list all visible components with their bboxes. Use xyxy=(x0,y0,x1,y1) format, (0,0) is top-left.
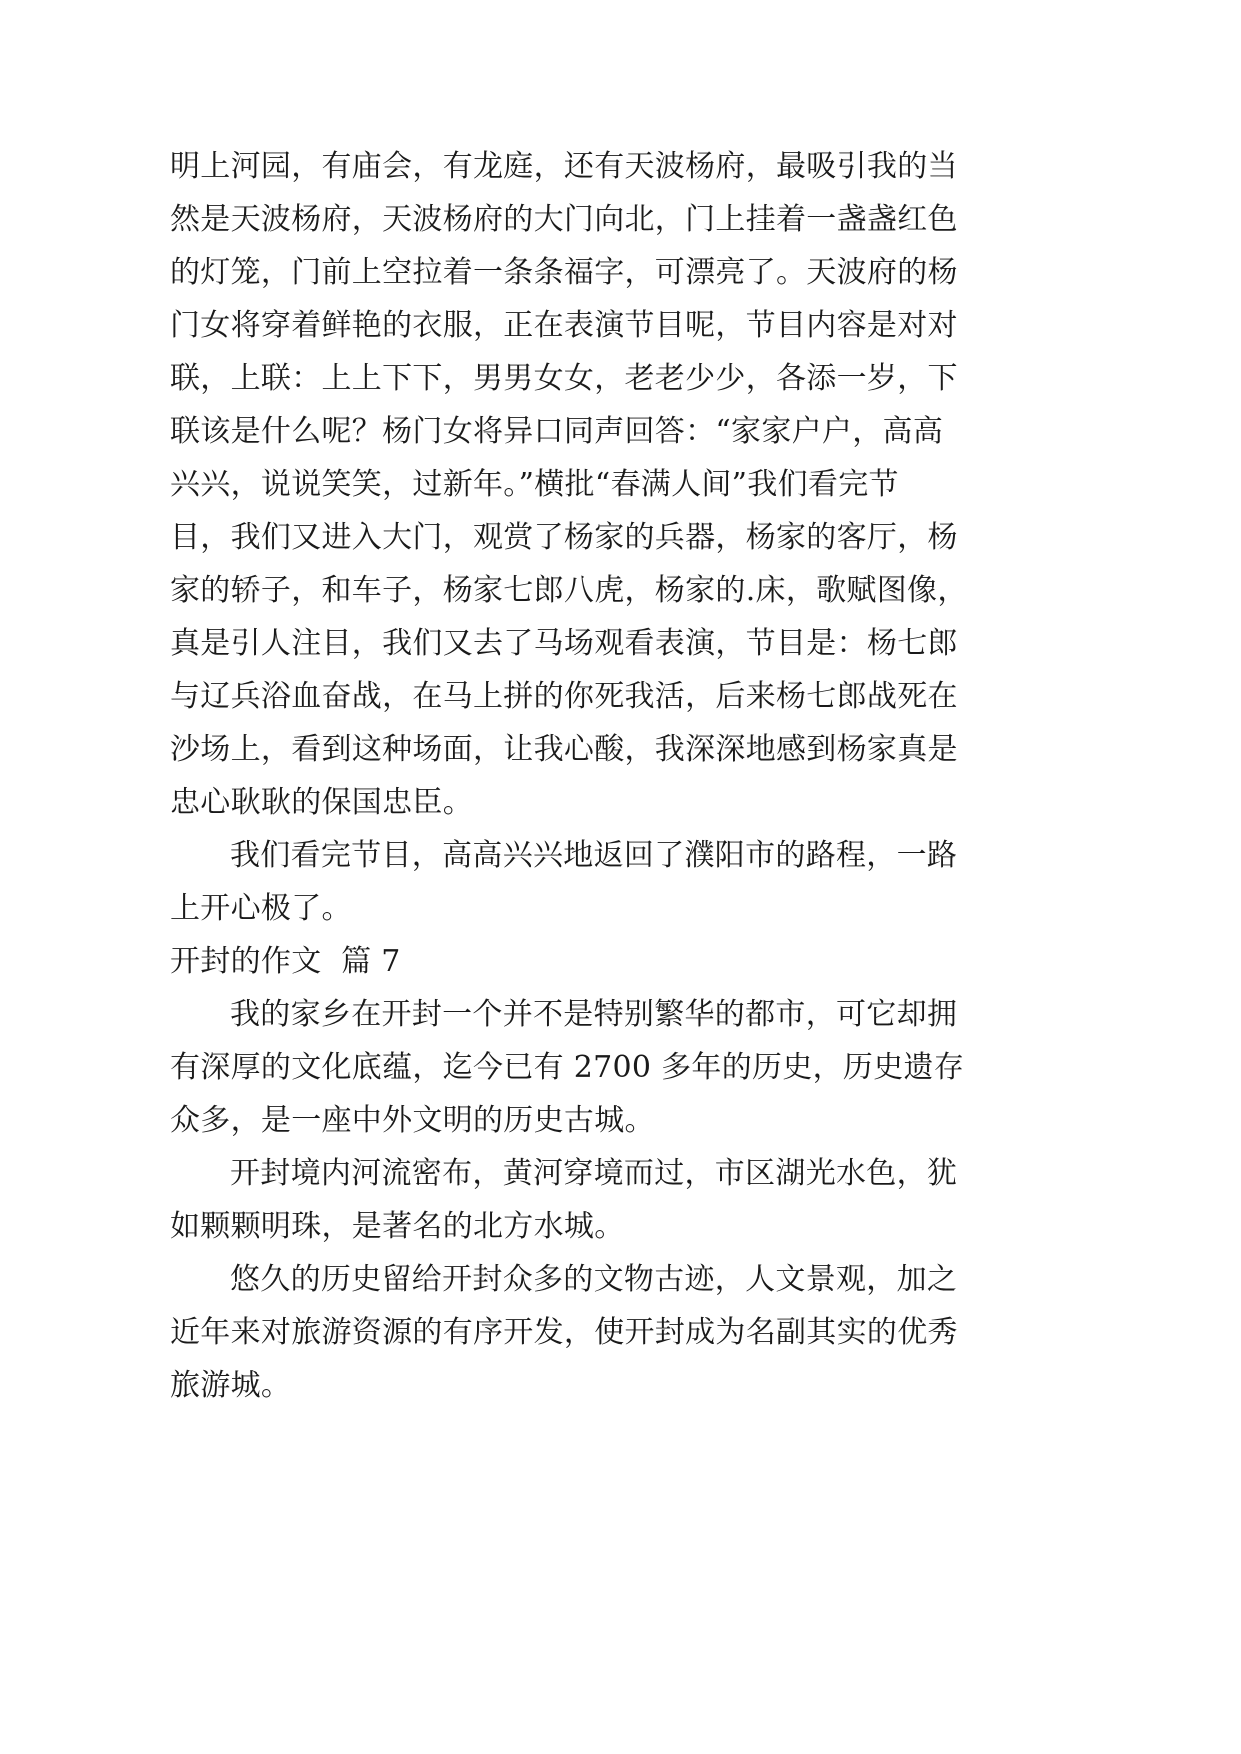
paragraph-line: 上开心极了。 xyxy=(170,891,352,926)
paragraph-line: 沙场上，看到这种场面，让我心酸，我深深地感到杨家真是 xyxy=(170,732,958,767)
paragraph-line: 如颗颗明珠，是著名的北方水城。 xyxy=(170,1209,625,1244)
paragraph-line: 家的轿子，和车子，杨家七郎八虎，杨家的.床，歌赋图像， xyxy=(170,573,968,608)
paragraph-line: 兴兴，说说笑笑，过新年。”横批“春满人间”我们看完节 xyxy=(170,467,899,502)
paragraph-line: 我的家乡在开封一个并不是特别繁华的都市，可它却拥 xyxy=(230,997,958,1032)
paragraph-line: 开封境内河流密布，黄河穿境而过，市区湖光水色，犹 xyxy=(230,1156,958,1191)
paragraph-line: 明上河园，有庙会，有龙庭，还有天波杨府，最吸引我的当 xyxy=(170,149,958,184)
paragraph-line: 近年来对旅游资源的有序开发，使开封成为名副其实的优秀 xyxy=(170,1315,958,1350)
paragraph-line: 悠久的历史留给开封众多的文物古迹，人文景观，加之 xyxy=(230,1262,958,1297)
paragraph-line: 的灯笼，门前上空拉着一条条福字，可漂亮了。天波府的杨 xyxy=(170,255,958,290)
paragraph-line: 真是引人注目，我们又去了马场观看表演，节目是：杨七郎 xyxy=(170,626,958,661)
paragraph-line: 我们看完节目，高高兴兴地返回了濮阳市的路程，一路 xyxy=(230,838,958,873)
paragraph-line: 联，上联：上上下下，男男女女，老老少少，各添一岁，下 xyxy=(170,361,958,396)
paragraph-line: 联该是什么呢？杨门女将异口同声回答：“家家户户，高高 xyxy=(170,414,944,449)
paragraph-line: 旅游城。 xyxy=(170,1368,292,1403)
paragraph-line: 众多，是一座中外文明的历史古城。 xyxy=(170,1103,655,1138)
paragraph-line: 门女将穿着鲜艳的衣服，正在表演节目呢，节目内容是对对 xyxy=(170,308,958,343)
section-heading: 开封的作文 篇 7 xyxy=(170,944,401,979)
paragraph-line: 忠心耿耿的保国忠臣。 xyxy=(170,785,473,820)
paragraph-line: 有深厚的文化底蕴，迄今已有 2700 多年的历史，历史遗存 xyxy=(170,1050,965,1085)
paragraph-line: 与辽兵浴血奋战，在马上拼的你死我活，后来杨七郎战死在 xyxy=(170,679,958,714)
paragraph-line: 目，我们又进入大门，观赏了杨家的兵器，杨家的客厅，杨 xyxy=(170,520,958,555)
paragraph-line: 然是天波杨府，天波杨府的大门向北，门上挂着一盏盏红色 xyxy=(170,202,958,237)
